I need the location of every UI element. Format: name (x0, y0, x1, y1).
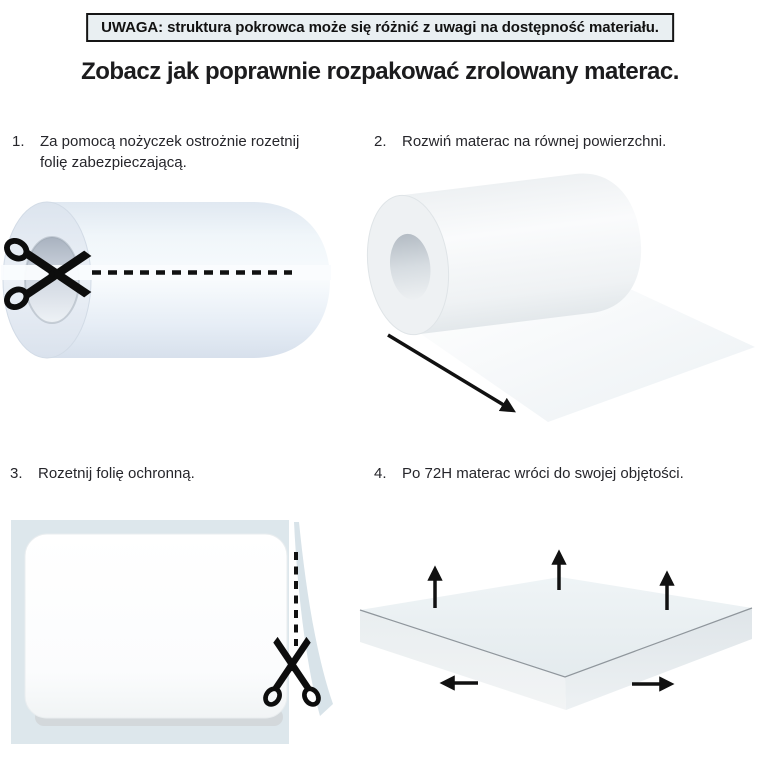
step-2-caption (374, 131, 754, 152)
expanding-mattress (360, 577, 752, 710)
step-4-number: 4. (374, 465, 387, 482)
step-4-caption (374, 463, 756, 484)
step-1-number: 1. (12, 133, 25, 150)
step-2-number: 2. (374, 133, 387, 150)
step-3-caption (10, 463, 330, 484)
expanding-mattress-illustration (358, 545, 760, 735)
unrolling-mattress-illustration (360, 165, 760, 425)
step-4-text: Po 72H materac wróci do swojej objętości. (402, 465, 684, 482)
flat-mattress (25, 534, 287, 718)
notice-banner: UWAGA: struktura pokrowca może się różnić z uwagi na dostępność materiału. (86, 13, 674, 42)
foil-cutting-illustration (5, 512, 345, 752)
step-3-text: Rozetnij folię ochronną. (38, 465, 195, 482)
foil-flap (294, 522, 333, 716)
page-title: Zobacz jak poprawnie rozpakować zrolowany materac. (81, 58, 679, 85)
step-2-text: Rozwiń materac na równej powierzchni. (402, 133, 667, 150)
step-1-text: Za pomocą nożyczek ostrożnie rozetnij folię zabezpieczającą. (40, 133, 300, 171)
rolled-mattress-illustration (0, 186, 350, 386)
step-1-caption (12, 131, 327, 173)
step-3-number: 3. (10, 465, 23, 482)
